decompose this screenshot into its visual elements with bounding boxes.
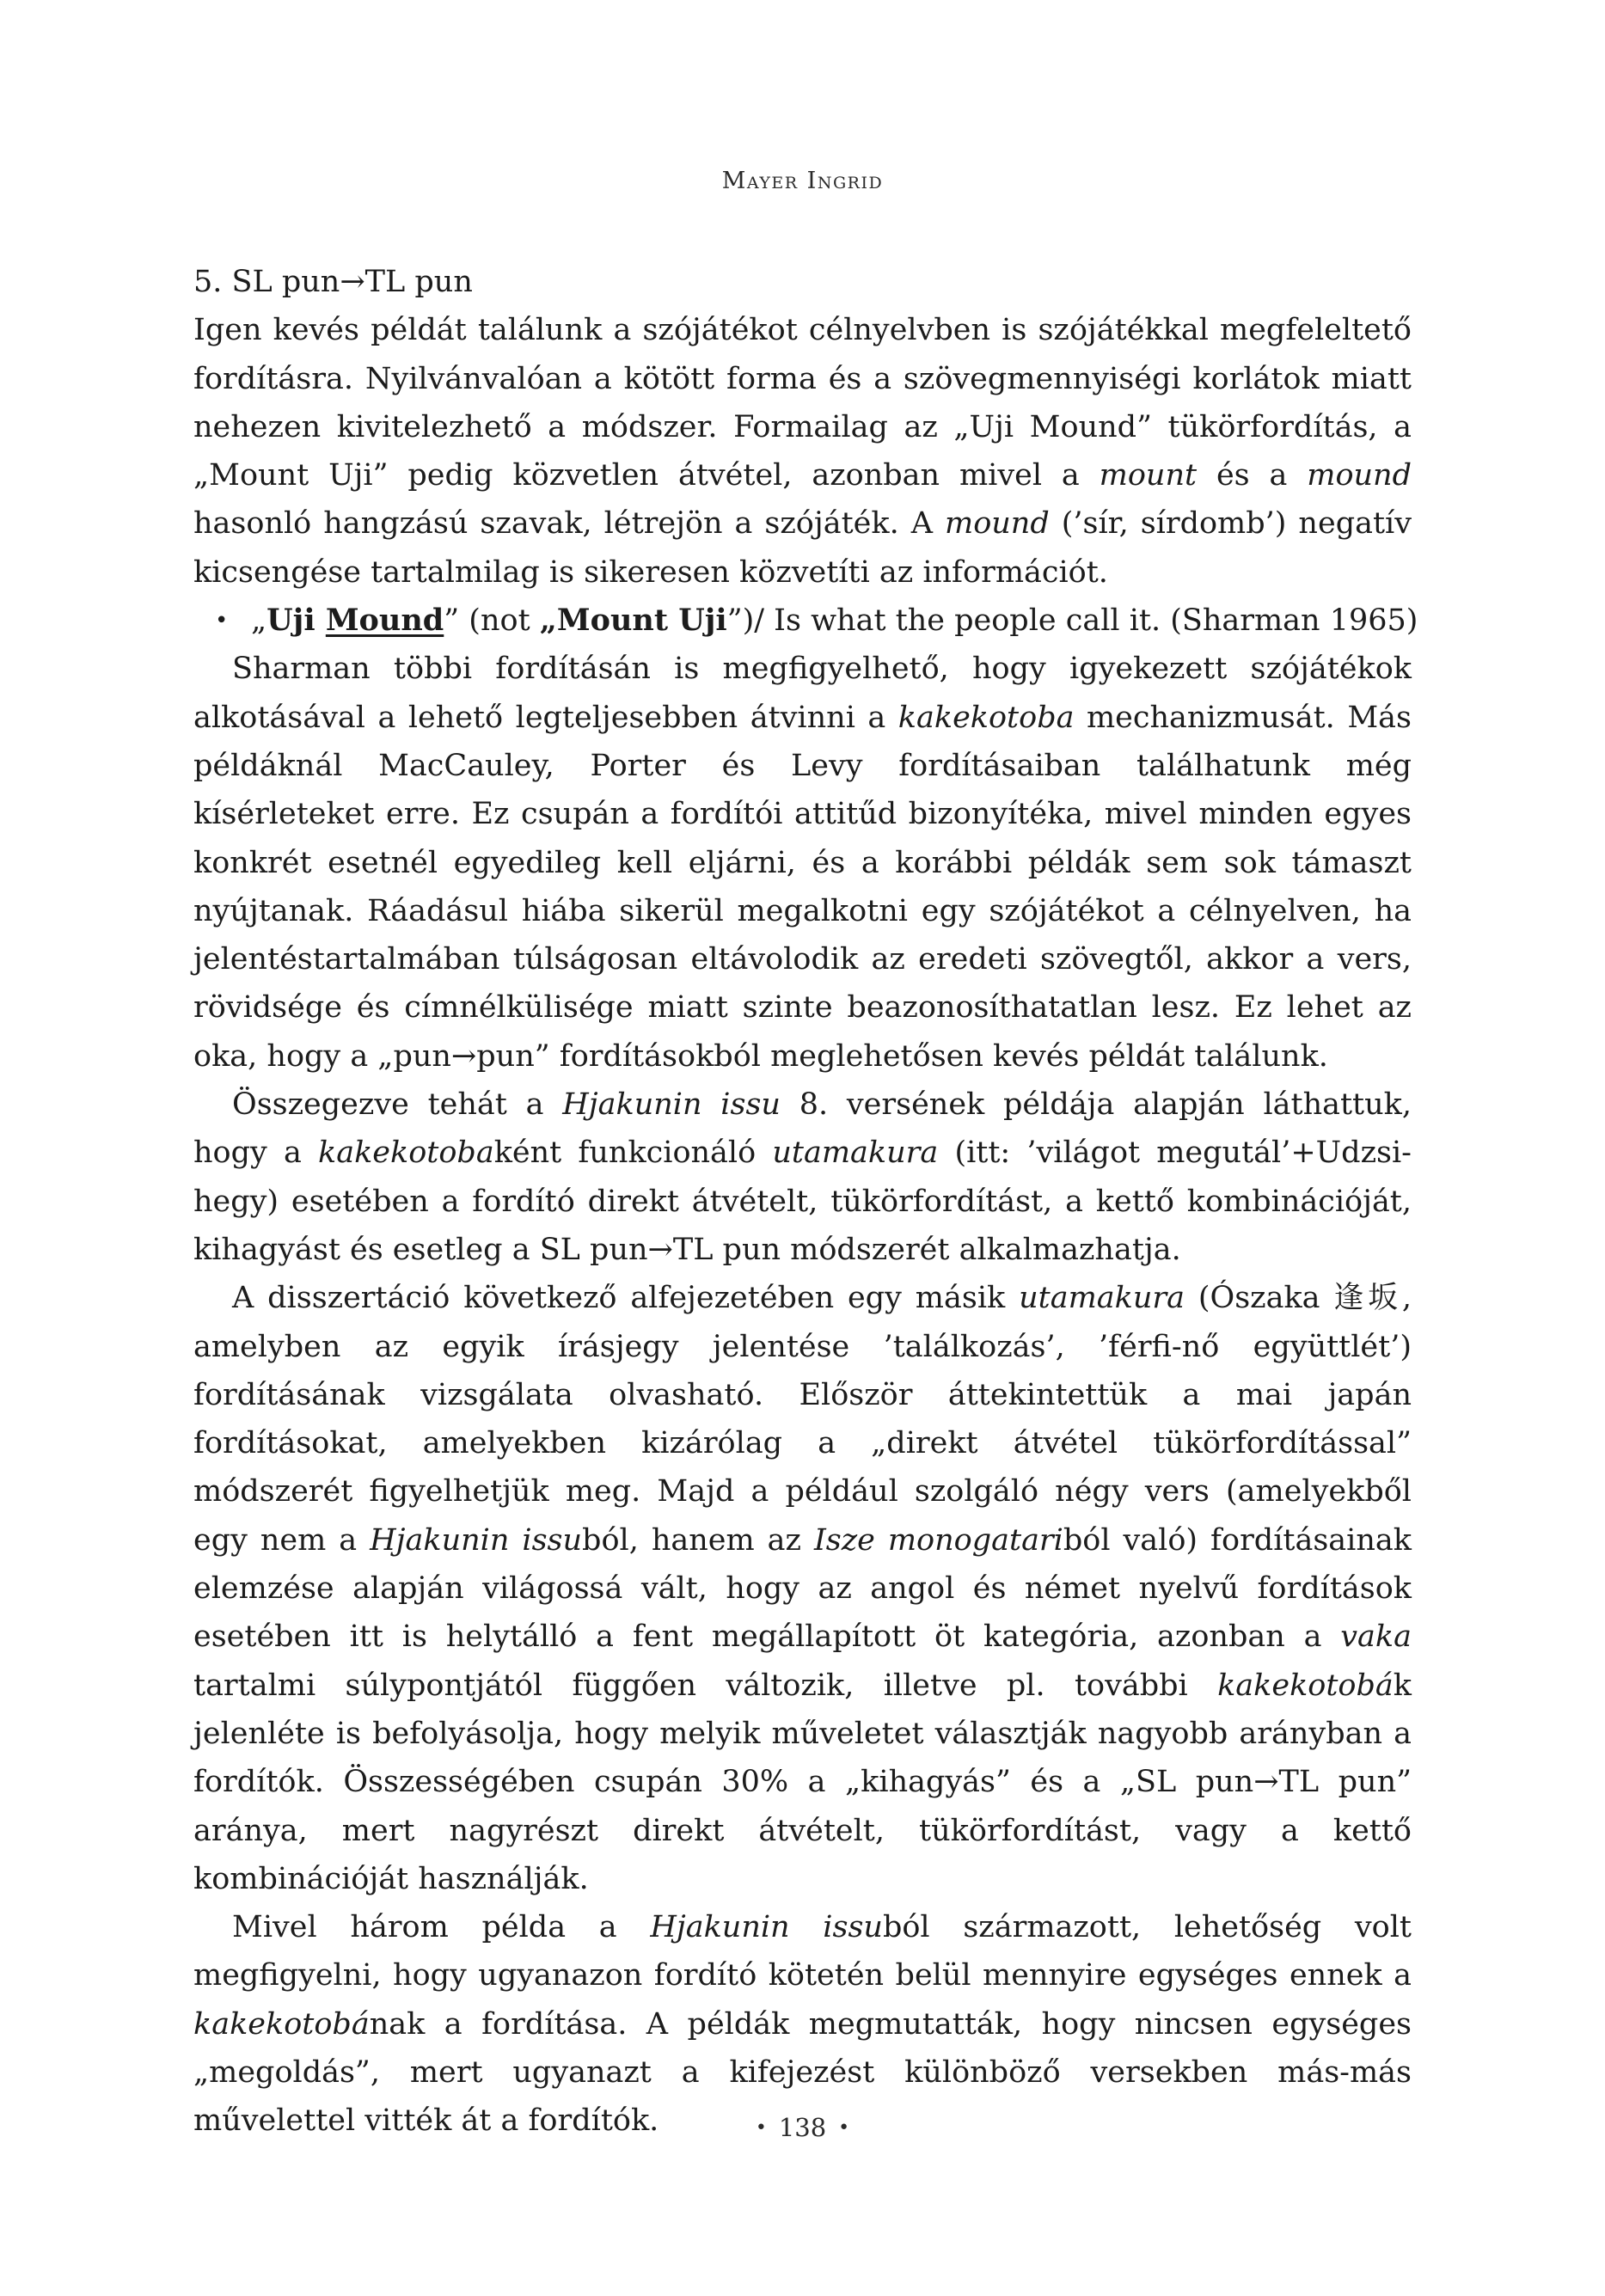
paragraph-3-text-d: (itt: ’világot megutál’+Udzsi-hegy) esetében a fordító direkt átvételt, tükörfordítást, a kettő kombinációját, kihagyást és esetleg a SL pun→TL pun módszerét alkalmazhatja. — [193, 1136, 1412, 1267]
paragraph-1 — [193, 306, 1412, 597]
bullet-icon: • — [215, 608, 229, 634]
paragraph-1-text-b: és a — [1197, 458, 1308, 493]
paragraph-5-text-b: ból származott, lehetőség volt megfigyelni, hogy ugyanazon fordító kötetén belül mennyire egységes ennek a — [193, 1910, 1412, 1993]
paragraph-3-text-b: 8. versének példája alapján láthattuk, hogy a — [193, 1087, 1412, 1171]
paragraph-1-italic-mount: mount — [1099, 458, 1198, 493]
paragraph-4-italic-kakekotoba: kakekotobá — [1217, 1668, 1394, 1703]
paragraph-5-italic-kakekotoba: kakekotobá — [193, 2006, 370, 2042]
paragraph-2-text-b: mechanizmusát. Más példáknál MacCauley, Porter és Levy fordításaiban találhatunk még kísérleteket erre. Ez csupán a fordítói attitűd bizonyítéka, mivel minden egyes konkrét esetnél egyedileg kell eljárni, és a korábbi példák sem sok támaszt nyújtanak. Ráadásul hiába sikerül megalkotni egy szójátékot a célnyelven, ha jelentéstartalmában túlságosan eltávolodik az eredeti szövegtől, akkor a vers, rövidsége és címnélkülisége miatt szinte beazonosíthatatlan lesz. Ez lehet az oka, hogy a „pun→pun” fordításokból meglehetősen kevés példát találunk. — [193, 700, 1412, 1074]
paragraph-1-italic-mound: mound — [1307, 458, 1412, 493]
paragraph-4-italic-utamakura: utamakura — [1019, 1281, 1185, 1316]
paragraph-4-text-d: ból való) fordításainak elemzése alapján világossá vált, hogy az angol és német nyelvű fordítások esetében itt is helytálló a fent megállapított öt kategória, azonban a — [193, 1522, 1412, 1655]
bullet-bold-underlined-mound: Mound — [325, 603, 444, 639]
example-bullet — [193, 597, 1418, 645]
bullet-open-quote: „ — [251, 603, 267, 639]
paragraph-5-text-a: Mivel három példa a — [232, 1910, 651, 1945]
paragraph-4-text-f: k jelenléte is befolyásolja, hogy melyik műveletet választják nagyobb arányban a fordítók. Összességében csupán 30% a „kihagyás” és a „SL pun→TL pun” aránya, mert nagyrészt direkt átvételt, tükörfordítást, vagy a kettő kombinációját használják. — [193, 1668, 1412, 1896]
section-heading: 5. SL pun→TL pun — [193, 265, 473, 299]
paragraph-4-text-a: A disszertáció következő alfejezetében egy másik — [232, 1281, 1020, 1316]
paragraph-4-italic-hjakunin-issu: Hjakunin issu — [370, 1522, 583, 1558]
paragraph-3-text-a: Összegezve tehát a — [232, 1087, 563, 1123]
bullet-bold-mount-uji: „Mount Uji — [539, 603, 727, 639]
folio-dot-right-icon: • — [838, 2117, 850, 2139]
paragraph-1-text-c: hasonló hangzású szavak, létrejön a szójáték. A — [193, 506, 945, 542]
paragraph-1-text-a: Igen kevés példát találunk a szójátékot célnyelvben is szójátékkal megfeleltető fordításra. Nyilvánvalóan a kötött forma és a szövegmennyiségi korlátok miatt nehezen kivitelezhető a módszer. Formailag az „Uji Mound” tükörfordítás, a „Mount Uji” pedig közvetlen átvétel, azonban mivel a — [193, 313, 1412, 493]
paragraph-4-text-c: ból, hanem az — [582, 1522, 814, 1558]
folio-dot-left-icon: • — [755, 2117, 767, 2139]
body-text — [193, 258, 1418, 2146]
paragraph-3-text-c: ként funkcionáló — [493, 1136, 773, 1171]
paragraph-5-text-c: nak a fordítása. A példák megmutatták, hogy nincsen egységes „megoldás”, mert ugyanazt a kifejezést különböző versekben más-más művelettel vitték át a fordítók. — [193, 2006, 1412, 2139]
paragraph-4-italic-vaka: vaka — [1340, 1619, 1412, 1655]
paragraph-5 — [193, 1903, 1412, 2145]
paragraph-2-italic-kakekotoba: kakekotoba — [897, 700, 1075, 735]
paragraph-4 — [193, 1274, 1412, 1903]
paragraph-3 — [193, 1081, 1412, 1274]
paragraph-4-text-b: (Ószaka 逢坂, amelyben az egyik írásjegy jelentése ’találkozás’, ’férfi-nő együttlét’) fordításának vizsgálata olvasható. Először áttekintettük a mai japán fordításokat, amelyekben kizárólag a „direkt átvétel tükörfordítással” módszerét figyelhetjük meg. Majd a például szolgáló négy vers (amelyekből egy nem a — [193, 1281, 1412, 1558]
bullet-bold-uji: Uji — [266, 603, 326, 639]
bullet-text-mid: ” (not — [444, 603, 540, 639]
paragraph-3-italic-kakekotoba: kakekotoba — [318, 1136, 494, 1171]
paragraph-5-italic-hjakunin-issu: Hjakunin issu — [650, 1910, 883, 1945]
paragraph-1-text-d: (’sír, sírdomb’) negatív kicsengése tartalmilag is sikeresen közvetíti az információt. — [193, 506, 1412, 590]
running-head: Mayer Ingrid — [721, 168, 884, 194]
paragraph-2-text-a: Sharman többi fordításán is megfigyelhető, hogy igyekezett szójátékok alkotásával a lehető legteljesebben átvinni a — [193, 652, 1412, 735]
paragraph-4-text-e: tartalmi súlypontjától függően változik, illetve pl. további — [193, 1668, 1218, 1703]
paragraph-3-italic-hjakunin-issu: Hjakunin issu — [562, 1087, 781, 1123]
page-footer — [0, 2113, 1605, 2142]
paragraph-3-italic-utamakura: utamakura — [772, 1136, 939, 1171]
paragraph-2 — [193, 645, 1412, 1081]
bullet-text-rest: ”)/ Is what the people call it. (Sharman 1965) — [726, 603, 1418, 639]
paragraph-1-italic-mound-2: mound — [945, 506, 1050, 542]
page-number: 138 — [778, 2113, 827, 2142]
paragraph-4-italic-isze-monogatari: Isze monogatari — [813, 1522, 1063, 1558]
